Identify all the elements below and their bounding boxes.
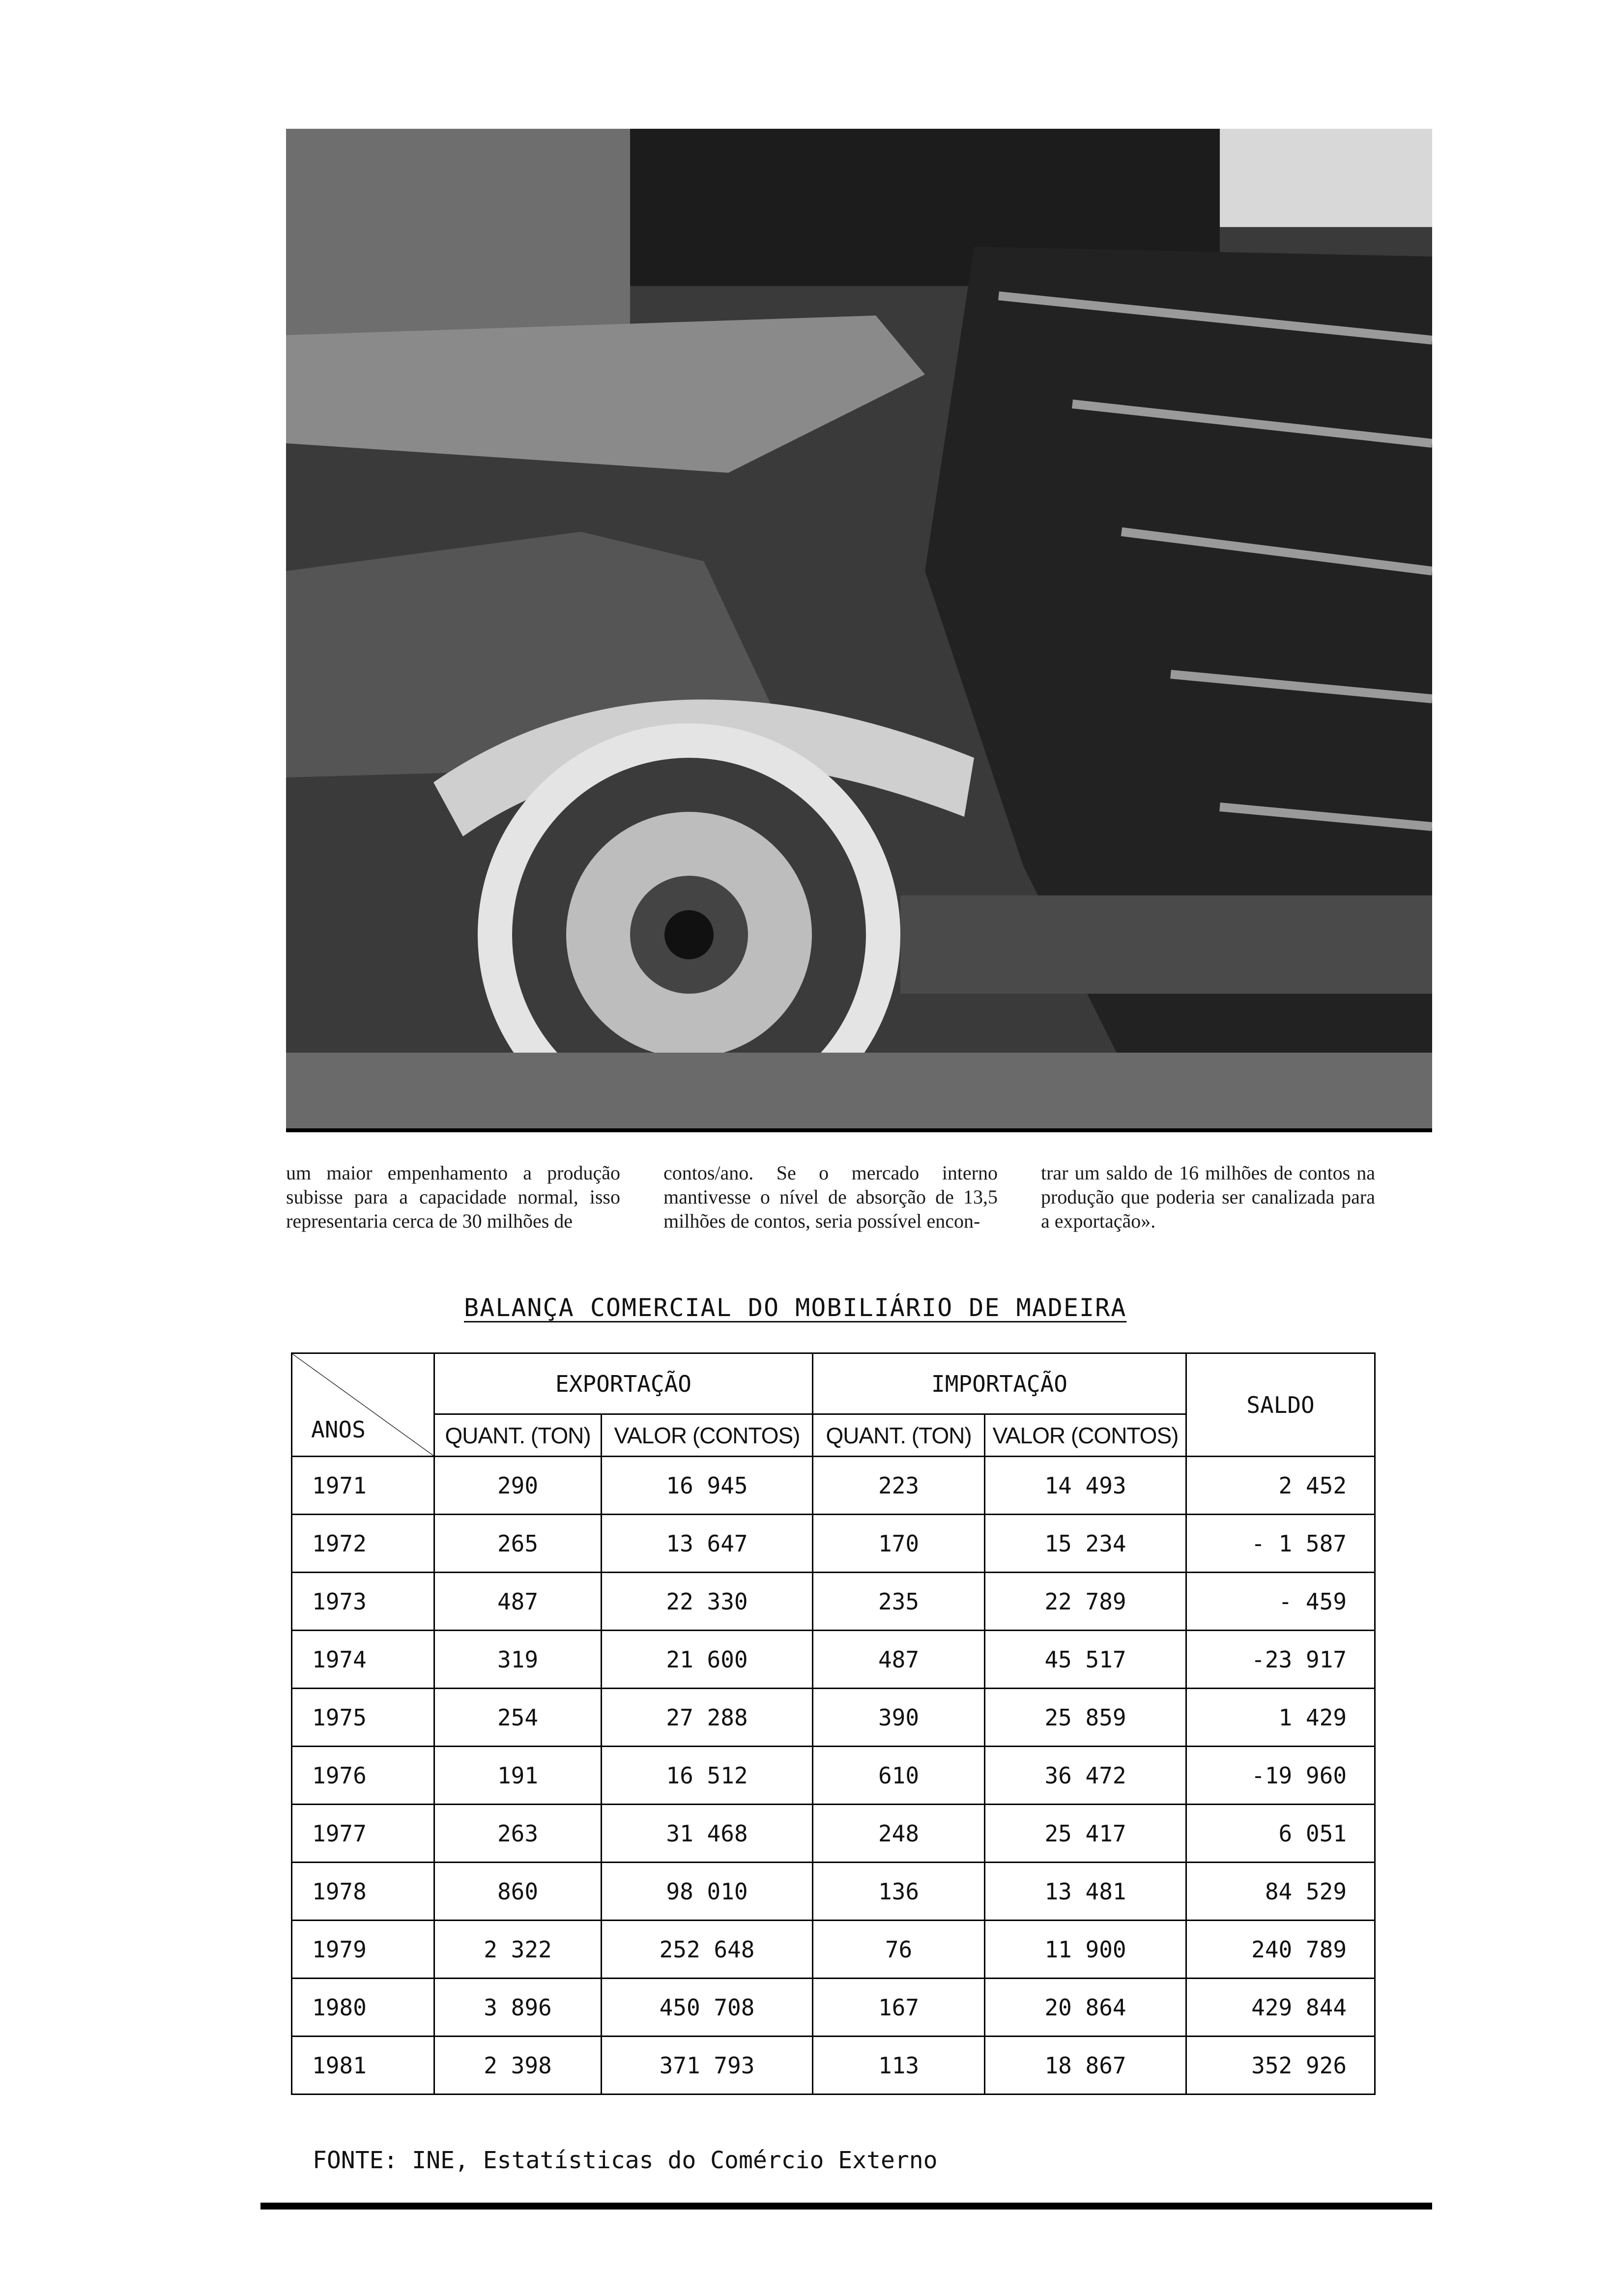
- article-column-3: trar um saldo de 16 milhões de contos na produção que poderia ser canalizada para a exportação».: [1041, 1162, 1375, 1232]
- import-quantity-header: QUANT. (TON): [813, 1414, 985, 1457]
- export-value-cell: 27 288: [602, 1689, 813, 1747]
- year-cell: 1976: [292, 1747, 434, 1805]
- export-value-cell: 98 010: [602, 1863, 813, 1921]
- export-quantity-header: QUANT. (TON): [434, 1414, 602, 1457]
- saldo-cell: 2 452: [1186, 1457, 1375, 1515]
- export-value-cell: 31 468: [602, 1805, 813, 1863]
- saldo-cell: 6 051: [1186, 1805, 1375, 1863]
- export-quantity-cell: 3 896: [434, 1979, 602, 2037]
- import-value-header: VALOR (CONTOS): [985, 1414, 1186, 1457]
- table-row: [292, 1805, 1375, 1863]
- export-quantity-cell: 487: [434, 1573, 602, 1631]
- export-quantity-cell: 2 322: [434, 1921, 602, 1979]
- export-quantity-cell: 290: [434, 1457, 602, 1515]
- table-row: [292, 1515, 1375, 1573]
- import-value-cell: 25 417: [985, 1805, 1186, 1863]
- table-source: FONTE: INE, Estatísticas do Comércio Externo: [313, 2147, 938, 2174]
- import-value-cell: 14 493: [985, 1457, 1186, 1515]
- year-cell: 1978: [292, 1863, 434, 1921]
- saldo-cell: -23 917: [1186, 1631, 1375, 1689]
- saldo-cell: -19 960: [1186, 1747, 1375, 1805]
- export-header: EXPORTAÇÃO: [434, 1353, 813, 1414]
- saldo-cell: - 1 587: [1186, 1515, 1375, 1573]
- saldo-header: SALDO: [1186, 1353, 1375, 1457]
- year-cell: 1974: [292, 1631, 434, 1689]
- import-value-cell: 36 472: [985, 1747, 1186, 1805]
- export-value-cell: 16 512: [602, 1747, 813, 1805]
- anos-header: [292, 1353, 434, 1457]
- import-value-cell: 13 481: [985, 1863, 1186, 1921]
- year-cell: 1980: [292, 1979, 434, 2037]
- import-value-cell: 20 864: [985, 1979, 1186, 2037]
- saldo-cell: 352 926: [1186, 2037, 1375, 2095]
- year-cell: 1975: [292, 1689, 434, 1747]
- saldo-cell: 240 789: [1186, 1921, 1375, 1979]
- article-column-1: um maior empenhamento a produção subisse para a capacidade normal, isso representaria cerca de 30 milhões de: [286, 1162, 620, 1232]
- export-quantity-cell: 191: [434, 1747, 602, 1805]
- export-quantity-cell: 265: [434, 1515, 602, 1573]
- import-quantity-cell: 76: [813, 1921, 985, 1979]
- export-quantity-cell: 254: [434, 1689, 602, 1747]
- import-quantity-cell: 487: [813, 1631, 985, 1689]
- table-body: [292, 1457, 1375, 2095]
- year-cell: 1977: [292, 1805, 434, 1863]
- export-value-cell: 450 708: [602, 1979, 813, 2037]
- export-value-header: VALOR (CONTOS): [602, 1414, 813, 1457]
- export-quantity-cell: 263: [434, 1805, 602, 1863]
- saldo-cell: 429 844: [1186, 1979, 1375, 2037]
- import-value-cell: 22 789: [985, 1573, 1186, 1631]
- tractor-logs-illustration: [286, 129, 1432, 1131]
- table-row: [292, 1747, 1375, 1805]
- table-row: [292, 1979, 1375, 2037]
- table-row: [292, 1457, 1375, 1515]
- export-value-cell: 16 945: [602, 1457, 813, 1515]
- import-quantity-cell: 223: [813, 1457, 985, 1515]
- year-cell: 1971: [292, 1457, 434, 1515]
- export-value-cell: 371 793: [602, 2037, 813, 2095]
- table-row: [292, 1631, 1375, 1689]
- year-cell: 1972: [292, 1515, 434, 1573]
- import-quantity-cell: 248: [813, 1805, 985, 1863]
- year-cell: 1979: [292, 1921, 434, 1979]
- import-header: IMPORTAÇÃO: [813, 1353, 1186, 1414]
- export-value-cell: 13 647: [602, 1515, 813, 1573]
- page-bottom-rule: [260, 2203, 1432, 2210]
- export-quantity-cell: 319: [434, 1631, 602, 1689]
- import-value-cell: 18 867: [985, 2037, 1186, 2095]
- table-row: [292, 1921, 1375, 1979]
- import-quantity-cell: 610: [813, 1747, 985, 1805]
- import-value-cell: 25 859: [985, 1689, 1186, 1747]
- import-value-cell: 15 234: [985, 1515, 1186, 1573]
- import-quantity-cell: 136: [813, 1863, 985, 1921]
- table-row: [292, 2037, 1375, 2095]
- import-quantity-cell: 235: [813, 1573, 985, 1631]
- table-row: [292, 1863, 1375, 1921]
- export-value-cell: 22 330: [602, 1573, 813, 1631]
- import-quantity-cell: 390: [813, 1689, 985, 1747]
- anos-label: ANOS: [311, 1416, 366, 1443]
- import-value-cell: 45 517: [985, 1631, 1186, 1689]
- saldo-cell: 84 529: [1186, 1863, 1375, 1921]
- year-cell: 1973: [292, 1573, 434, 1631]
- trade-balance-table: [291, 1352, 1376, 2095]
- year-cell: 1981: [292, 2037, 434, 2095]
- export-value-cell: 252 648: [602, 1921, 813, 1979]
- table-row: [292, 1573, 1375, 1631]
- table-title: BALANÇA COMERCIAL DO MOBILIÁRIO DE MADEIRA: [464, 1293, 1127, 1322]
- import-quantity-cell: 170: [813, 1515, 985, 1573]
- table-row: [292, 1689, 1375, 1747]
- export-value-cell: 21 600: [602, 1631, 813, 1689]
- export-quantity-cell: 860: [434, 1863, 602, 1921]
- saldo-cell: - 459: [1186, 1573, 1375, 1631]
- tractor-photo: [286, 129, 1432, 1131]
- article-column-2: contos/ano. Se o mercado interno mantivesse o nível de absorção de 13,5 milhões de contos, seria possível encon-: [663, 1162, 998, 1232]
- import-quantity-cell: 167: [813, 1979, 985, 2037]
- photo-bottom-rule: [286, 1128, 1432, 1132]
- import-value-cell: 11 900: [985, 1921, 1186, 1979]
- import-quantity-cell: 113: [813, 2037, 985, 2095]
- export-quantity-cell: 2 398: [434, 2037, 602, 2095]
- saldo-cell: 1 429: [1186, 1689, 1375, 1747]
